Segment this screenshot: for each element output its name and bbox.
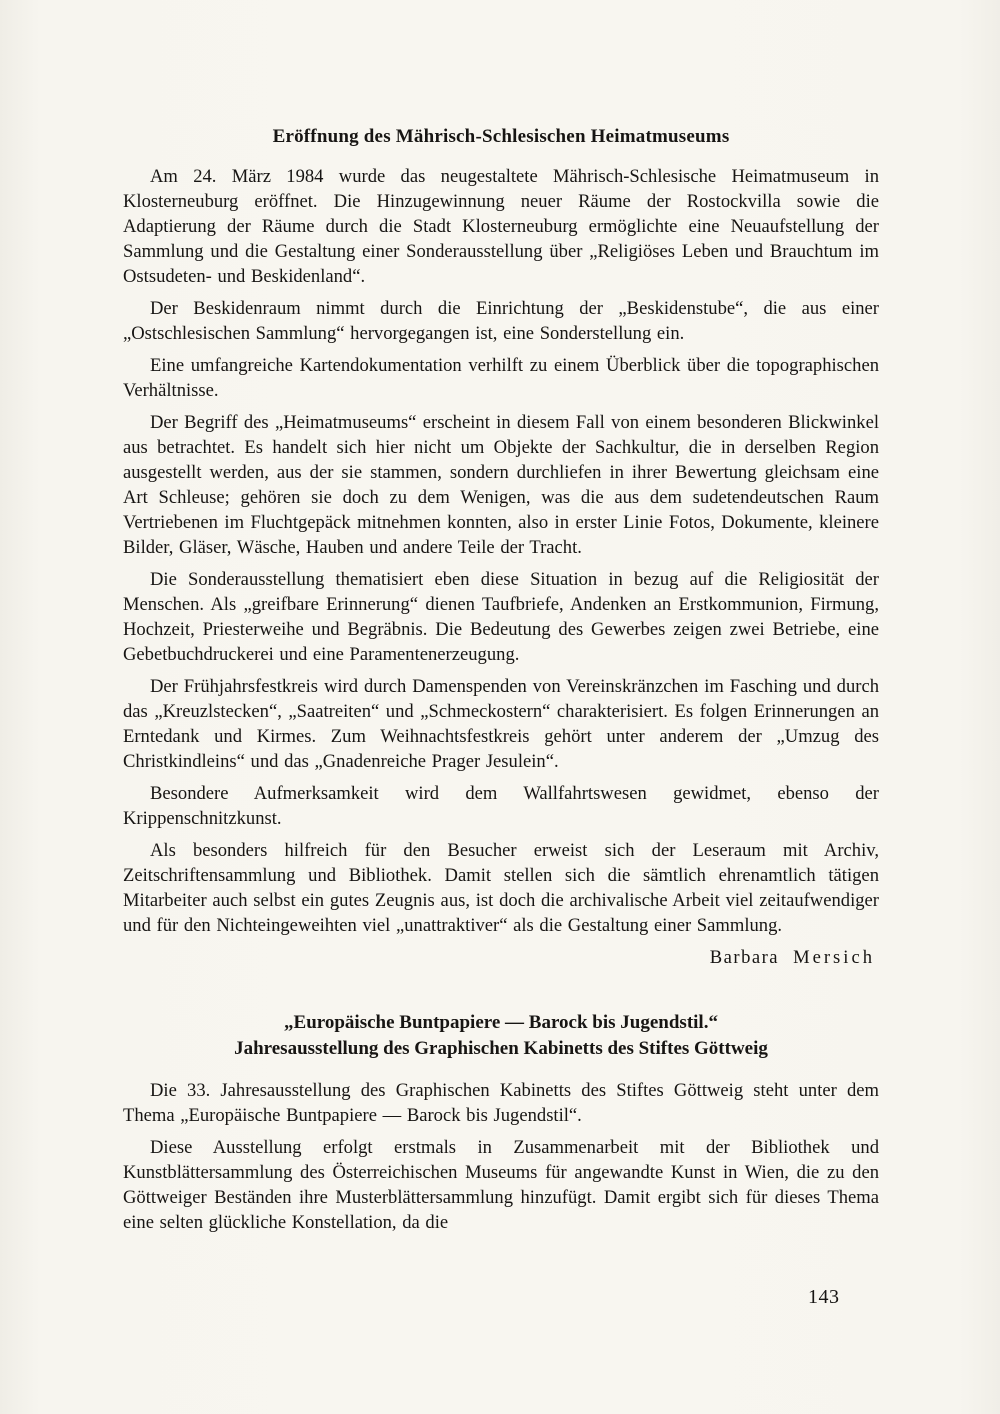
article2-paragraph: Die 33. Jahresausstellung des Graphischen Kabinetts des Stiftes Göttweig steht unter dem Thema „Europäische Buntpapiere — Barock bis Jugendstil“. [123, 1080, 879, 1126]
article2-paragraph: Diese Ausstellung erfolgt erstmals in Zusammenarbeit mit der Bibliothek und Kunstblättersammlung des Österreichischen Museums für angewandte Kunst in Wien, die zu den Göttweiger Beständen ihre Musterblättersammlung hinzufügt. Damit ergibt sich für dieses Thema eine selten glückliche Konstellation, da die [123, 1137, 879, 1233]
article1-paragraph: Der Begriff des „Heimatmuseums“ erscheint in diesem Fall von einem besonderen Blickwinkel aus betrachtet. Es handelt sich hier nicht um Objekte der Sachkultur, die in derselben Region ausgestellt werden, aus der sie stammen, sondern durchliefen in ihrer Bewertung gleichsam eine Art Schleuse; gehören sie doch zu dem Wenigen, was die aus dem sudetendeutschen Raum Vertriebenen im Fluchtgepäck mitnehmen konnten, also in erster Linie Fotos, Dokumente, kleinere Bilder, Gläser, Wäsche, Hauben und andere Teile der Tracht. [123, 412, 879, 558]
article1-title: Eröffnung des Mährisch-Schlesischen Heimatmuseums [272, 126, 730, 147]
author-signature [123, 945, 875, 970]
article2-title-line1: „Europäische Buntpapiere — Barock bis Jugendstil.“ [284, 1012, 718, 1033]
article1-paragraph: Besondere Aufmerksamkeit wird dem Wallfahrtswesen gewidmet, ebenso der Krippenschnitzkunst. [123, 783, 879, 829]
author-family-name: Mersich [793, 947, 875, 968]
article1-paragraph: Am 24. März 1984 wurde das neugestaltete Mährisch-Schlesische Heimatmuseum in Klosterneuburg eröffnet. Die Hinzugewinnung neuer Räume der Rostockvilla sowie die Adaptierung der Räume durch die Stadt Klosterneuburg ermöglichte eine Neuaufstellung der Sammlung und die Gestaltung einer Sonderausstellung über „Religiöses Leben und Brauchtum im Ostsudeten- und Beskidenland“. [123, 166, 879, 287]
page-number: 143 [808, 1286, 840, 1308]
scanned-page [123, 126, 879, 1242]
article1-paragraph: Als besonders hilfreich für den Besucher erweist sich der Leseraum mit Archiv, Zeitschriftensammlung und Bibliothek. Damit stellen sich die sämtlich ehrenamtlich tätigen Mitarbeiter auch selbst ein gutes Zeugnis aus, ist doch die archivalische Arbeit viel zeitaufwendiger und für den Nichteingeweihten viel „unattraktiver“ als die Gestaltung einer Sammlung. [123, 840, 879, 936]
article1-paragraph: Die Sonderausstellung thematisiert eben diese Situation in bezug auf die Religiosität der Menschen. Als „greifbare Erinnerung“ dienen Taufbriefe, Andenken an Erstkommunion, Firmung, Hochzeit, Priesterweihe und Begräbnis. Die Bedeutung des Gewerbes zeigen zwei Betriebe, eine Gebetbuchdruckerei und eine Paramentenerzeugung. [123, 569, 879, 665]
author-given-name: Barbara [709, 947, 780, 968]
article1-paragraph: Der Frühjahrsfestkreis wird durch Damenspenden von Vereinskränzchen im Fasching und durch das „Kreuzlstecken“, „Saatreiten“ und „Schmeckostern“ charakterisiert. Es folgen Erinnerungen an Erntedank und Kirmes. Zum Weihnachtsfestkreis gehört unter anderem der „Umzug des Christkindleins“ und das „Gnadenreiche Prager Jesulein“. [123, 676, 879, 772]
article2-title [123, 1010, 879, 1062]
article1-paragraph: Der Beskidenraum nimmt durch die Einrichtung der „Beskidenstube“, die aus einer „Ostschlesischen Sammlung“ hervorgegangen ist, eine Sonderstellung ein. [123, 298, 879, 344]
article2-title-line2: Jahresausstellung des Graphischen Kabinetts des Stiftes Göttweig [234, 1038, 768, 1059]
article1-paragraph: Eine umfangreiche Kartendokumentation verhilft zu einem Überblick über die topographischen Verhältnisse. [123, 355, 879, 401]
